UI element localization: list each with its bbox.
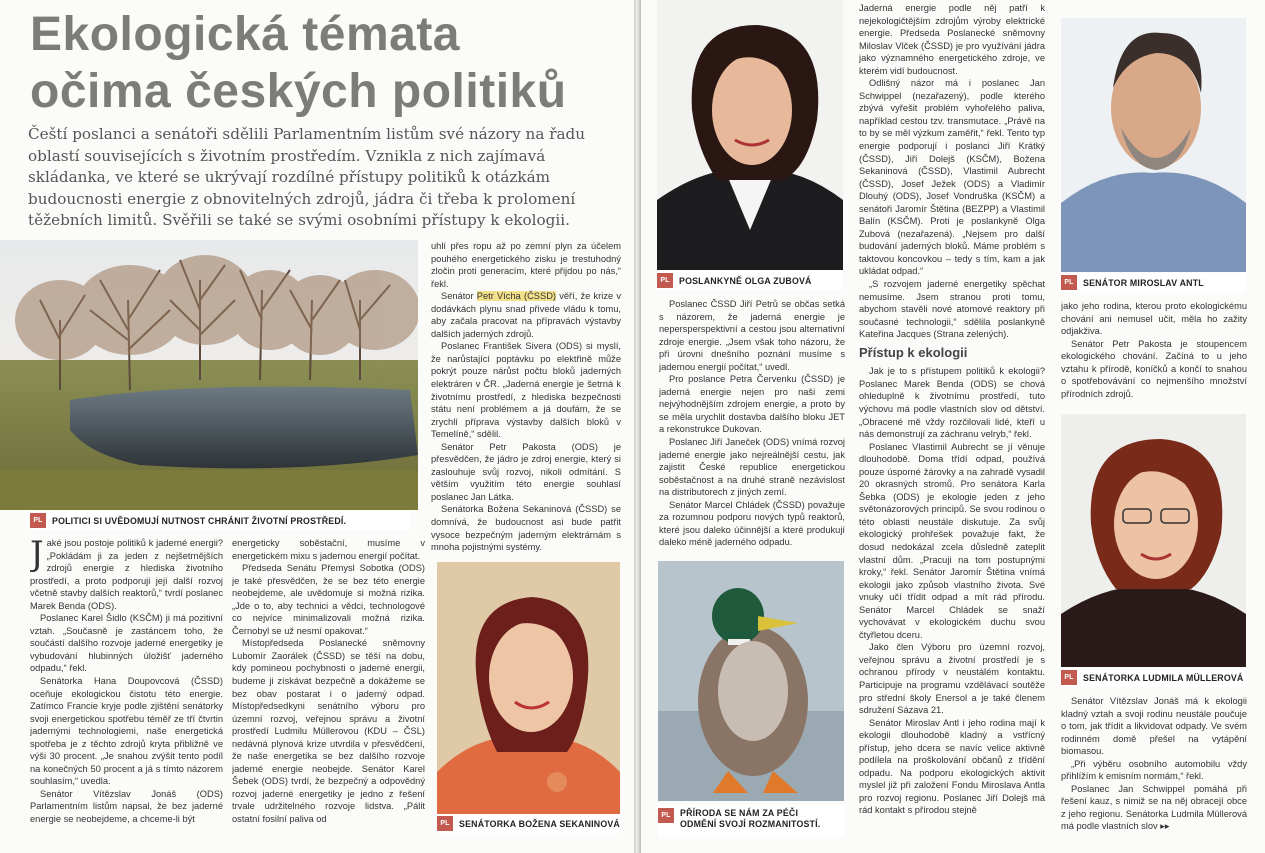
pond-illustration	[0, 240, 418, 510]
article-column-c-bottom: Senátor Vítězslav Jonáš má k ekologii kladný vztah a svoji rodinu neustále poučuje o tom, jak třídit a likvidovat odpady. Ve svém rodinném domě přešel na vytápění biomasou. „Při výběru osobního automobilu vždy přihlížím k emisním normám,“ řekl. Poslanec Jan Schwippel pomáhá při řešení kauz, s nimiž se na něj obracejí obce z jeho regionu. Senátorka Ludmila Müllerová má podle vlastních slov ▸▸	[1061, 696, 1247, 832]
article-title: Ekologická témata očima českých politiků	[30, 8, 567, 118]
pl-tag: PL	[658, 808, 674, 823]
article-lead: Čeští poslanci a senátoři sdělili Parlamentním listům své názory na řadu oblastí souvisejících s životním prostředím. Vznikla z nich zajímavá skládanka, ve které se ukrývají rozdílné přístupy politiků k otázkám budoucnosti energie z obnovitelných zdrojů, jádra či třeba k prolomení těžebních limitů. Svěřili se také se svými osobními přístupy k ekologii.	[28, 125, 586, 230]
sekaninova-caption: PL SENÁTORKA BOŽENA SEKANINOVÁ	[437, 814, 620, 833]
pond-photo	[0, 240, 418, 510]
portrait-illustration	[657, 0, 843, 270]
section-heading: Přístup k ekologii	[859, 344, 968, 360]
highlighted-name: Petr Vícha (ČSSD)	[476, 291, 557, 302]
zubova-caption: PL POSLANKYNĚ OLGA ZUBOVÁ	[657, 271, 843, 290]
right-page	[641, 0, 1265, 853]
article-column-2: energeticky soběstační, musíme v energetickém mixu s jadernou energií počítat. Předseda Senátu Přemysl Sobotka (ODS) je také přesvědčen, že se bez této energie neobejdeme, ale uvědomuje si možná rizika. „Jde o to, aby technici a vědci, technologové co nejvíce minimalizovali možná rizika. Černobyl se už nesmí opakovat.“ Místopředseda Poslanecké sněmovny Lubomír Zaorálek (ČSSD) se těší na dobu, kdy pomineou pochybnosti o jaderné energii, budeme ji získávat bezpečně a dokážeme se bez obav postarat i o jaderný odpad. Místopředsedkyni senátního výboru pro územní rozvoj, veřejnou správu a životní prostředí Ludmilu Müllerovou (KDU – ČSL) nedávná plynová krize utvrdila v přesvědčení, že naše energetika se bez dalšího rozvoje jaderné energie neobejde. Senátor Karel Šebek (ODS) tvrdí, že bezpečný a odpovědný rozvoj jaderné energetiky je jedno z řešení trvale udržitelného rozvoje lidstva. „Pálit ostatní fosilní paliva od	[232, 538, 425, 825]
article-column-3: uhlí přes ropu až po zemní plyn za účelem pouhého energetického zisku je trestuhodný zločin proti generacím, které přijdou po nás,“ řekl. Senátor Petr Vícha (ČSSD) věří, že krize v dodávkách plynu snad přivede vládu k tomu, aby začala pracovat na přípravách výstavby dalších jaderných zdrojů. Poslanec František Sivera (ODS) si myslí, že narůstající poptávku po elektřině může pokrýt pouze nárůst počtu bloků jaderných elektráren v ČR. „Jaderná energie je šetrná k životnímu prostředí, z hlediska bezpečnosti státu není problémem a já doufám, že se zrychlí příprava výstavby dalších bloků v Temelíně,“ sdělil. Senátor Petr Pakosta (ODS) je přesvědčen, že jádro je zdroj energie, který si zaslouhuje svůj rozvoj, nikoli odmítání. S větším využitím této energie souhlasí poslanec Jan Látka. Senátorka Božena Sekaninová (ČSSD) se domnívá, že budoucnost asi bude patřit vysoce bezpečným jaderným elektrárnám s mnoha pojistnými systémy.	[431, 241, 621, 553]
page-gutter	[634, 0, 641, 853]
duck-caption: PL PŘÍRODA SE NÁM ZA PÉČI ODMĚNÍ SVOJÍ ROZMANITOSTÍ.	[658, 805, 844, 837]
pl-tag: PL	[1061, 275, 1077, 290]
pl-tag: PL	[657, 273, 673, 288]
article-column-b: Jaderná energie podle něj patří k nejekologičtějším zdrojům výroby elektrické energie. Předseda Poslanecké sněmovny Miloslav Vlček (ČSSD) je pro využívání jádra jako významného energetického zdroje, ve kterém vidí budoucnost. Odlišný názor má i poslanec Jan Schwippel (nezařazený), podle kterého zbývá vyřešit problém vyhořelého paliva, například cestou tzv. transmutace. „Právě na to by se měl výzkum zaměřit,“ řekl. Tento typ energie podporují i poslanci Jiří Krátký (ČSSD), Jiří Dolejš (KSČM), Božena Sekaninová (ČSSD), Vlastimil Aubrecht (ČSSD), Josef Ježek (ODS) a Vladimír Dlouhý (ODS), Josef Vondruška (KSČM) a senátoři Jaromír Štětina (BEZPP) a Vlastimil Balín (KSČM). Proti je poslankyně Olga Zubová (nezařazená). „Nejsem pro další budování jaderných bloků. Máme problém s taktovou koncovkou – tedy s tím, kam a jak ukládat odpad.“ „S rozvojem jaderné energetiky spěchat nemusíme. Jsem stranou proti tomu, abychom stavěli nové atomové reaktory při současné technologii,“ sdělila poslankyně Kateřina Jacques (Strana zelených). Přístup k ekologii Jak je to s přístupem politiků k ekologii? Poslanec Marek Benda (ODS) se chová ohleduplně k životnímu prostředí, tuto výchovu má podle vlastních slov od dětství. „Obracené mě vždy rozčilovali lidé, kteří u nás demonstrují za záchranu velryb,“ řekl. Poslanec Vlastimil Aubrecht se jí věnuje dlouhodobě. Doma třídí odpad, používá pouze úsporné žárovky a na zahradě vysadil 20 okrasných stromů. Pro senátora Karla Šebka (ODS) je ekologie jeden z jeho světonázorových principů. Se svou rodinou o této oblasti neustále diskutuje. Za svůj ekologický prohřešek považuje fakt, že dosud nedokázal zcela důsledně zateplit vlastní dům. „Pracuji na tom postupnými kroky,“ řekl. Senátor Jaromír Štětina vnímá ekologii jako způsob vlastního života. Své vnuky učí třídit odpad a mít rád přírodu. Senátor Marcel Chládek se snaží vychovávat v ekologickém duchu svou čtyřletou dceru. Jako člen Výboru pro územní rozvoj, veřejnou správu a životní prostředí je s ochranou přírody v neustálém kontaktu. Participuje na programu vzdělávací soutěže pro střední školy Enersol a je také členem sdružení Sázava 21. Senátor Miroslav Antl i jeho rodina mají k ekologii dlouhodobě kladný a vstřícný přístup, jeho dcera se navíc velice aktivně podílela na proškolování občanů z třídění odpadu. Na podporu ekologických aktivit myslel již při založení Fondu Miroslava Antla pro rozvoj regionu. Poslanec Jiří Dolejš má rád kontakt s přírodou stejně	[859, 3, 1045, 816]
pond-caption: PL POLITICI SI UVĚDOMUJÍ NUTNOST CHRÁNIT ŽIVOTNÍ PROSTŘEDÍ.	[30, 511, 410, 530]
pl-tag: PL	[30, 513, 46, 528]
portrait-zubova	[657, 0, 843, 270]
pl-tag: PL	[1061, 670, 1077, 685]
duck-illustration	[658, 561, 844, 801]
article-column-c-top: jako jeho rodina, kterou proto ekologickému chování ani nemusel učit, měla ho zažity odjakživa. Senátor Petr Pakosta je stoupencem ekologického chování. Začíná to u jeho vztahu k přírodě, koníčků a končí to snahou o spotřebovávání co nejmenšího množství přírodních zdrojů.	[1061, 301, 1247, 399]
pl-tag: PL	[437, 816, 453, 831]
antl-caption: PL SENÁTOR MIROSLAV ANTL	[1061, 273, 1246, 292]
portrait-illustration	[1061, 18, 1246, 272]
article-column-1: Jaké jsou postoje politiků k jaderné energii? „Pokládám ji za jeden z nejšetrnějších zdrojů energie z hlediska životního prostředí, a proto podporuji její další rozvoj včetně stavby dalších reaktorů,“ tvrdí poslanec Marek Benda (ODS). Poslanec Karel Šidlo (KSČM) ji má pozitivní vztah. „Současně je zastáncem toho, že součástí dalšího rozvoje jaderné energetiky je vybudování hlubinných úložišť jaderného odpadu,“ řekl. Senátorka Hana Doupovcová (ČSSD) oceňuje ekologickou čistotu této energie. Zatímco Francie kryje podle zjištění senátorky svoji energetickou spotřebu téměř ze tří čtvrtin jadernými technologiemi, naše energetická spotřeba je z těchto zdrojů kryta přibližně ve výši 30 procent. „Je snahou zvýšit tento podíl na konečných 50 procent a já s tímto názorem souhlasím,“ uvedla. Senátor Vítězslav Jonáš (ODS) Parlamentním listům napsal, že bez jaderné energie se neobejdeme, a chceme-li být	[30, 537, 223, 825]
article-column-a: Poslanec ČSSD Jiří Petrů se občas setká s názorem, že jaderná energie je nepersperspektivní a cestou jsou alternativní zdroje energie. „Jsem však toho názoru, že při úrovni dnešního poznání musíme s jadernou energií počítat,“ uvedl. Pro poslance Petra Červenku (ČSSD) je jaderná energie nejen pro naši zemi nejvýhodnějším zdrojem energie, a proto by se měla urychlit dostavba dalšího bloku JET a rekonstrukce Dukovan. Poslanec Jiří Janeček (ODS) vnímá rozvoj jaderné energie jako nejreálnější cestu, jak zajistit České republice energetickou soběstačnost a na druhé straně nezávislost na distributorech z jiných zemí. Senátor Marcel Chládek (ČSSD) považuje za rozumnou podporu nových typů reaktorů, které jsou daleko účinnější a které produkují daleko méně jaderného odpadu.	[659, 299, 845, 548]
portrait-antl	[1061, 18, 1246, 272]
portrait-illustration	[437, 562, 620, 814]
duck-photo	[658, 561, 844, 801]
portrait-illustration	[1061, 414, 1246, 667]
portrait-mullerova	[1061, 414, 1246, 667]
portrait-sekaninova	[437, 562, 620, 814]
mullerova-caption: PL SENÁTORKA LUDMILA MÜLLEROVÁ	[1061, 668, 1246, 687]
drop-cap: J	[30, 537, 44, 574]
